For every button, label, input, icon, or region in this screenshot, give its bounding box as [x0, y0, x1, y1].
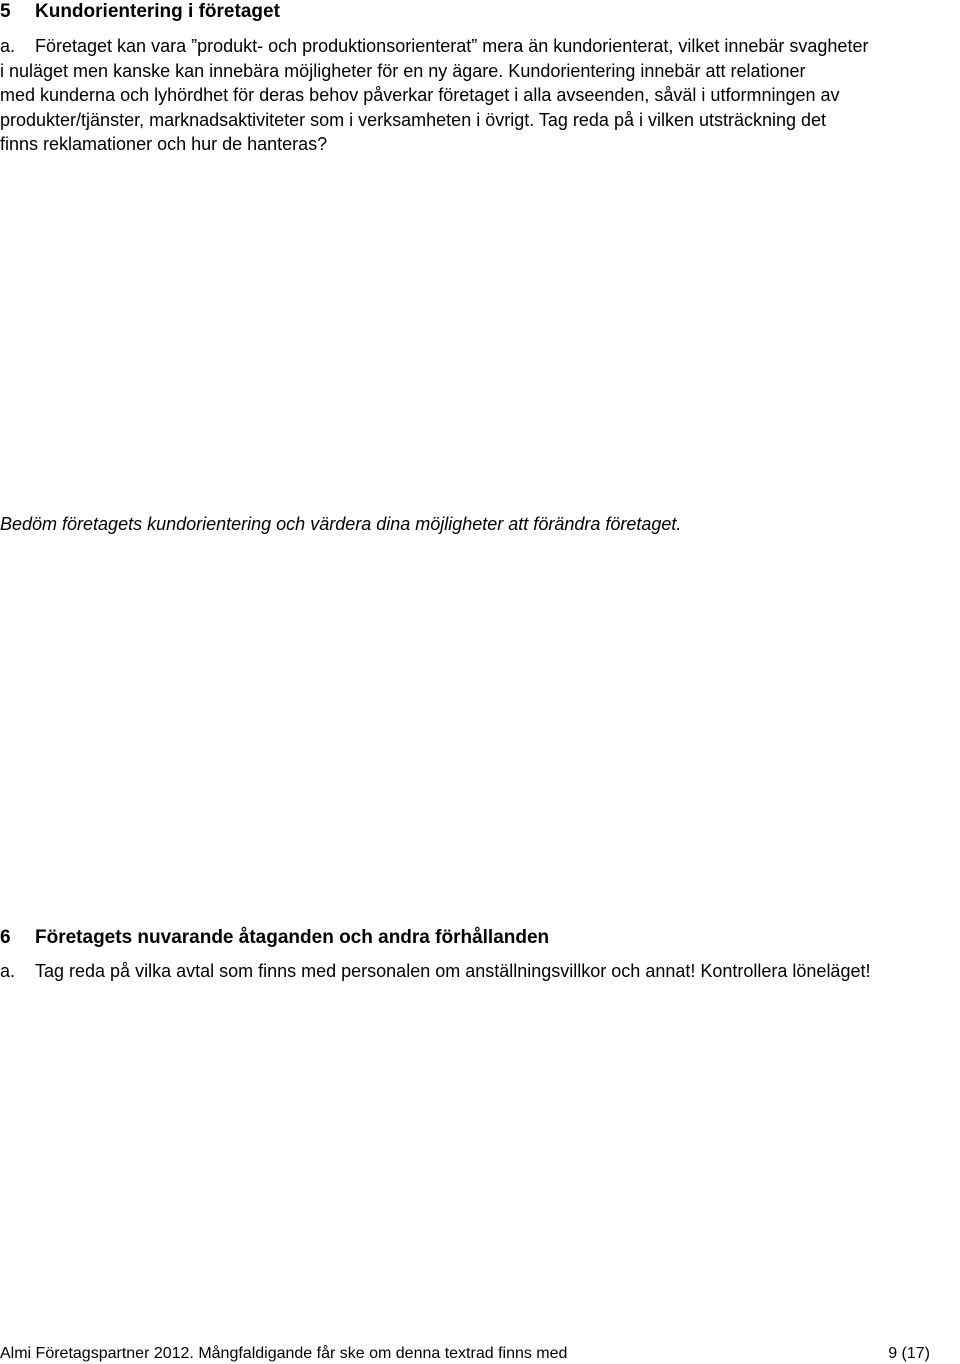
item-a-marker: a. — [0, 36, 16, 56]
assessment-prompt: Bedöm företagets kundorientering och värdera dina möjligheter att förändra företaget. — [0, 514, 682, 534]
section-6-item-a — [0, 959, 870, 984]
paragraph-line: Företaget kan vara ”produkt- och produktionsorienterat” mera än kundorienterat, vilket innebär svagheter — [35, 36, 869, 56]
paragraph-line: med kunderna och lyhördhet för deras behov påverkar företaget i alla avseenden, såväl i utformningen av — [0, 85, 840, 105]
item-a-text: Tag reda på vilka avtal som finns med personalen om anställningsvillkor och annat! Kontrollera löneläget! — [35, 961, 871, 981]
footer-copyright: Almi Företagspartner 2012. Mångfaldigande får ske om denna textrad finns med — [0, 1345, 568, 1362]
section-6-title: Företagets nuvarande åtaganden och andra förhållanden — [35, 927, 550, 948]
section-5-number: 5 — [0, 1, 11, 22]
item-a-paragraph — [0, 34, 868, 157]
page-number: 9 (17) — [888, 1345, 930, 1362]
section-6-heading — [0, 926, 549, 950]
page-footer — [0, 1344, 930, 1364]
section-5-heading — [0, 0, 280, 24]
item-a-marker: a. — [0, 961, 16, 981]
section-6-number: 6 — [0, 927, 11, 948]
section-5-item-a — [0, 34, 868, 157]
paragraph-line: i nuläget men kanske kan innebära möjligheter för en ny ägare. Kundorientering innebär att relationer — [0, 60, 806, 81]
paragraph-line: finns reklamationer och hur de hanteras? — [0, 134, 328, 154]
section-5-title: Kundorientering i företaget — [35, 1, 280, 22]
paragraph-line: produkter/tjänster, marknadsaktiviteter som i verksamheten i övrigt. Tag reda på i vilken utsträckning det — [0, 109, 827, 130]
